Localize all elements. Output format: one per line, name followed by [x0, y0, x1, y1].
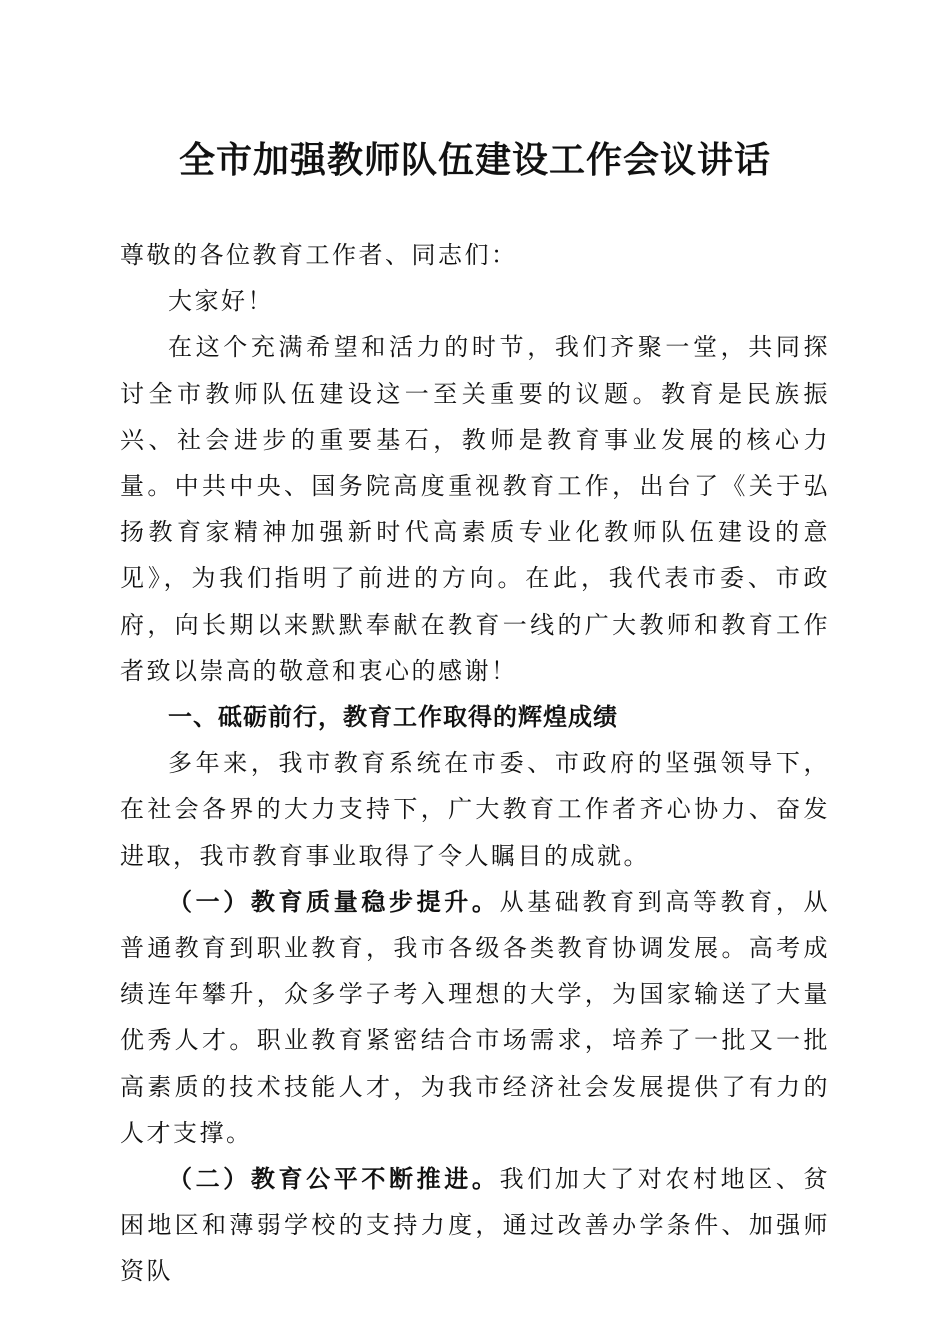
point-body-1: 从基础教育到高等教育，从普通教育到职业教育，我市各级各类教育协调发展。高考成绩连年攀升，众多学子考入理想的大学，为国家输送了大量优秀人才。职业教育紧密结合市场需求，培养了一批又一批高素质的技术技能人才，为我市经济社会发展提供了有力的人才支撑。 — [120, 887, 831, 1147]
greeting: 大家好！ — [168, 287, 274, 316]
point-title-1: （一）教育质量稳步提升。 — [168, 886, 500, 916]
point-paragraph-2 — [120, 1156, 830, 1295]
section-intro-paragraph: 多年来，我市教育系统在市委、市政府的坚强领导下，在社会各界的大力支持下，广大教育工作者齐心协力、奋发进取，我市教育事业取得了令人瞩目的成就。 — [120, 749, 830, 870]
intro-paragraph: 在这个充满希望和活力的时节，我们齐聚一堂，共同探讨全市教师队伍建设这一至关重要的议题。教育是民族振兴、社会进步的重要基石，教师是教育事业发展的核心力量。中共中央、国务院高度重视教育工作，出台了《关于弘扬教育家精神加强新时代高素质专业化教师队伍建设的意见》，为我们指明了前进的方向。在此，我代表市委、市政府，向长期以来默默奉献在教育一线的广大教师和教育工作者致以崇高的敬意和衷心的感谢！ — [120, 333, 830, 685]
section-heading: 一、砥砺前行，教育工作取得的辉煌成绩 — [168, 703, 618, 732]
document-title: 全市加强教师队伍建设工作会议讲话 — [178, 139, 771, 181]
point-body-2: 我们加大了对农村地区、贫困地区和薄弱学校的支持力度，通过改善办学条件、加强师资队 — [120, 1165, 831, 1286]
point-paragraph-1 — [120, 879, 830, 1156]
document-body — [120, 232, 830, 1295]
point-title-2: （二）教育公平不断推进。 — [168, 1164, 500, 1194]
salutation: 尊敬的各位教育工作者、同志们： — [120, 241, 518, 269]
